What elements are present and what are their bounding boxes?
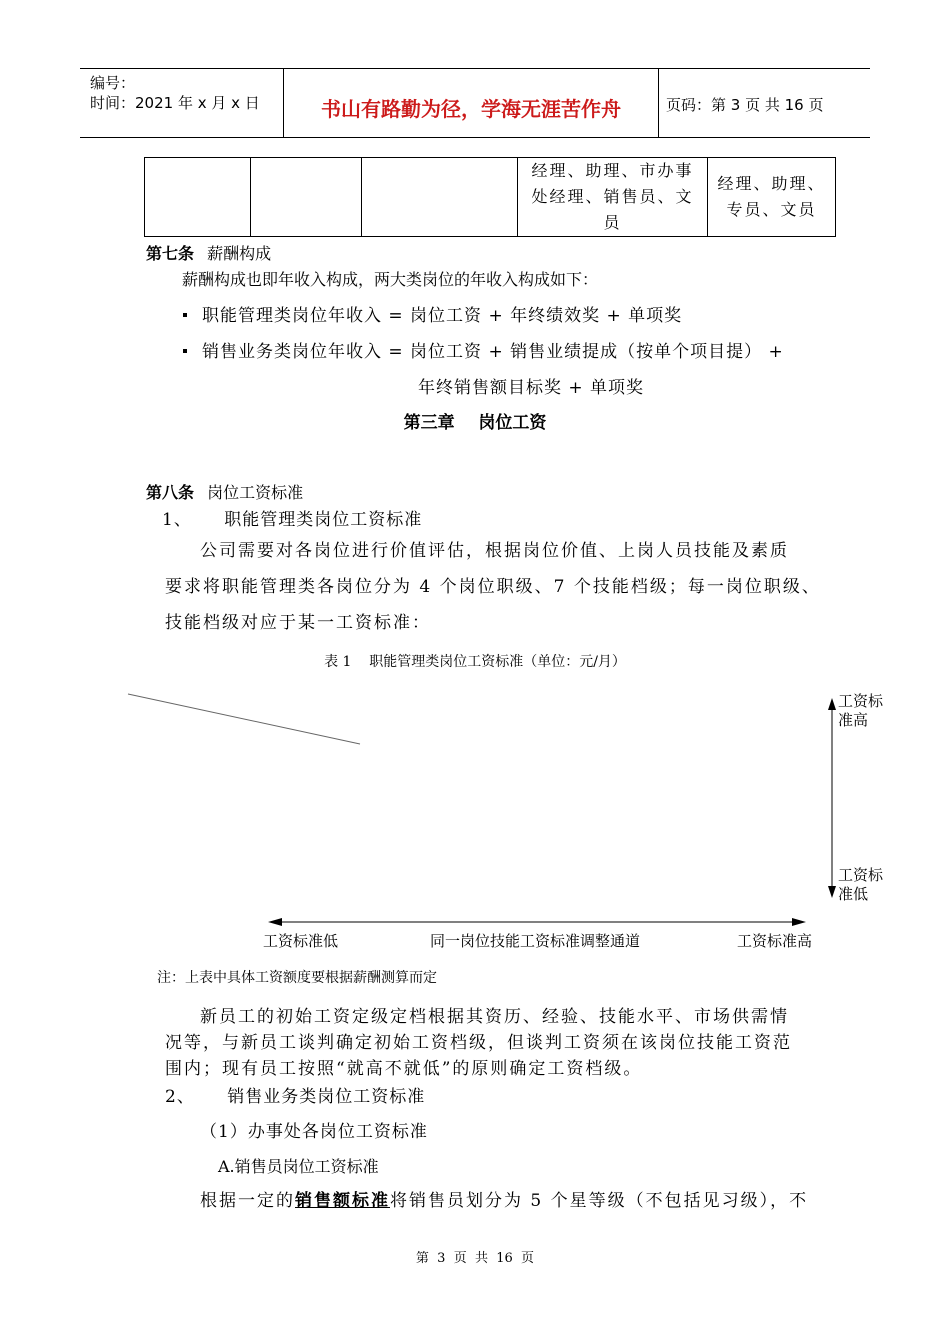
article-8-subtitle: 岗位工资标准 bbox=[207, 483, 304, 502]
section-1-heading bbox=[162, 505, 422, 530]
arrow-up-icon bbox=[828, 698, 836, 710]
salary-channel-diagram bbox=[0, 680, 950, 940]
paragraph-line: 要求将职能管理类各岗位分为 4 个岗位职级、7 个技能档级；每一岗位职级、 bbox=[165, 577, 821, 597]
paragraph-line: 围内；现有员工按照“就高不就低”的原则确定工资档级。 bbox=[165, 1059, 643, 1079]
list-item: 销售业务类岗位年收入 = 岗位工资 + 销售业绩提成（按单个项目提） + bbox=[202, 342, 784, 362]
arrow-left-icon bbox=[268, 918, 282, 926]
section-1-number: 1、 bbox=[162, 510, 192, 530]
table-caption: 表 1 职能管理类岗位工资标准（单位：元/月） bbox=[324, 654, 626, 670]
axis-label-right: 工资标准高 bbox=[737, 932, 813, 950]
header-time: 时间：2021 年 x 月 x 日 bbox=[90, 94, 260, 112]
section-2-heading bbox=[165, 1082, 425, 1107]
axis-label-center: 同一岗位技能工资标准调整通道 bbox=[430, 932, 641, 950]
axis-label-left: 工资标准低 bbox=[263, 932, 339, 950]
article-7-title: 第七条 bbox=[146, 244, 195, 263]
header-number: 编号： bbox=[90, 74, 136, 92]
list-item: 职能管理类岗位年收入 = 岗位工资 + 年终绩效奖 + 单项奖 bbox=[202, 306, 683, 326]
bullet-icon bbox=[183, 349, 187, 353]
paragraph-line: 技能档级对应于某一工资标准： bbox=[165, 613, 431, 633]
article-8-heading bbox=[146, 480, 303, 503]
page-header bbox=[80, 68, 870, 138]
table-cell bbox=[251, 158, 362, 237]
axis-label-low: 工资标准低 bbox=[838, 866, 884, 903]
article-7-intro: 薪酬构成也即年收入构成，两大类岗位的年收入构成如下： bbox=[182, 270, 599, 289]
table-row bbox=[145, 158, 836, 237]
paragraph-line: 况等，与新员工谈判确定初始工资档级，但谈判工资须在该岗位技能工资范 bbox=[165, 1033, 792, 1053]
diagonal-line bbox=[128, 694, 360, 744]
section-1-title: 职能管理类岗位工资标准 bbox=[224, 510, 423, 530]
position-table-fragment bbox=[144, 157, 836, 237]
chapter-title: 第三章 岗位工资 bbox=[403, 413, 547, 433]
paragraph-line: 公司需要对各岗位进行价值评估，根据岗位价值、上岗人员技能及素质 bbox=[200, 541, 789, 561]
page-footer: 第 3 页 共 16 页 bbox=[415, 1251, 535, 1266]
paragraph-text: 根据一定的 bbox=[200, 1191, 295, 1211]
table-cell bbox=[145, 158, 251, 237]
header-meta bbox=[90, 73, 260, 113]
list-item-continuation: 年终销售额目标奖 + 单项奖 bbox=[418, 378, 645, 398]
section-2-title: 销售业务类岗位工资标准 bbox=[227, 1087, 426, 1107]
bullet-icon bbox=[183, 313, 187, 317]
subsection-title: A.销售员岗位工资标准 bbox=[218, 1157, 379, 1176]
subsection-title: （1）办事处各岗位工资标准 bbox=[200, 1122, 428, 1142]
article-7-subtitle: 薪酬构成 bbox=[207, 244, 272, 263]
table-note: 注：上表中具体工资额度要根据薪酬测算而定 bbox=[157, 970, 437, 986]
axis-label-high: 工资标准高 bbox=[838, 692, 884, 729]
paragraph-text: 将销售员划分为 5 个星等级（不包括见习级），不 bbox=[390, 1191, 809, 1211]
table-cell: 经理、助理、专员、文员 bbox=[708, 158, 836, 237]
table-cell: 经理、助理、市办事处经理、销售员、文员 bbox=[518, 158, 708, 237]
arrow-down-icon bbox=[828, 886, 836, 898]
section-2-number: 2、 bbox=[165, 1087, 195, 1107]
table-cell bbox=[362, 158, 518, 237]
article-8-title: 第八条 bbox=[146, 483, 195, 502]
arrow-right-icon bbox=[792, 918, 806, 926]
sales-standard-link[interactable]: 销售额标准 bbox=[295, 1191, 390, 1211]
header-motto: 书山有路勤为径，学海无涯苦作舟 bbox=[321, 97, 621, 121]
paragraph-line: 新员工的初始工资定级定档根据其资历、经验、技能水平、市场供需情 bbox=[200, 1007, 789, 1027]
header-divider bbox=[658, 69, 659, 137]
article-7-heading bbox=[146, 241, 271, 264]
header-page-number: 页码：第 3 页 共 16 页 bbox=[666, 96, 824, 114]
paragraph-line bbox=[200, 1186, 808, 1216]
